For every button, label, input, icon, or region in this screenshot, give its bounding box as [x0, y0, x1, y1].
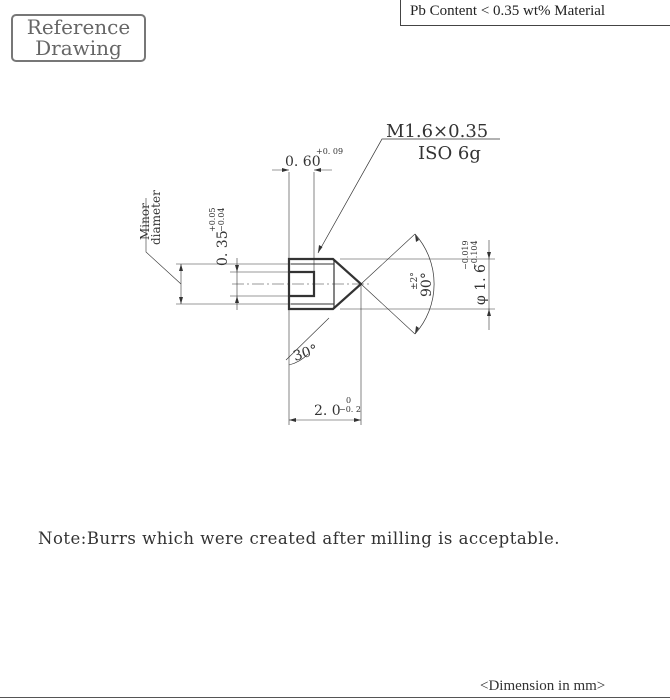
point-angle-tolerance: ±2°: [410, 272, 420, 290]
reference-stamp-line2: Drawing: [35, 36, 122, 60]
point-angle-value: 90°: [419, 272, 435, 297]
thread-class-label: ISO 6g: [418, 143, 481, 164]
length-value: 2. 0: [314, 403, 341, 419]
burr-note: Note:Burrs which were created after milling is acceptable.: [38, 529, 561, 548]
minor-diameter-label-1: Minor: [138, 203, 152, 240]
bottom-border: [0, 697, 670, 698]
diameter-tol-upper: −0.019: [461, 240, 470, 270]
material-spec-text: Pb Content < 0.35 wt% Material: [410, 3, 606, 19]
thread-spec-label: M1.6×0.35: [386, 121, 489, 142]
slot-depth-value: 0. 35: [215, 230, 231, 266]
slot-width-tolerance: +0. 09: [316, 147, 344, 156]
slot-depth-tol-upper: +0.05: [208, 207, 217, 232]
dimension-units: <Dimension in mm>: [480, 678, 606, 694]
minor-diameter-label-2: diameter: [149, 190, 163, 245]
reference-stamp-line1: Reference: [26, 15, 131, 39]
slot-width-value: 0. 60: [285, 154, 321, 170]
diameter-value: φ 1. 6: [473, 264, 489, 305]
chamfer-angle-label: 30°: [291, 341, 320, 365]
length-tol-upper: 0: [346, 396, 352, 405]
diameter-tol-lower: −0.104: [470, 240, 479, 270]
slot-depth-tol-lower: −0.04: [217, 207, 226, 232]
length-tol-lower: −0. 2: [339, 405, 361, 414]
